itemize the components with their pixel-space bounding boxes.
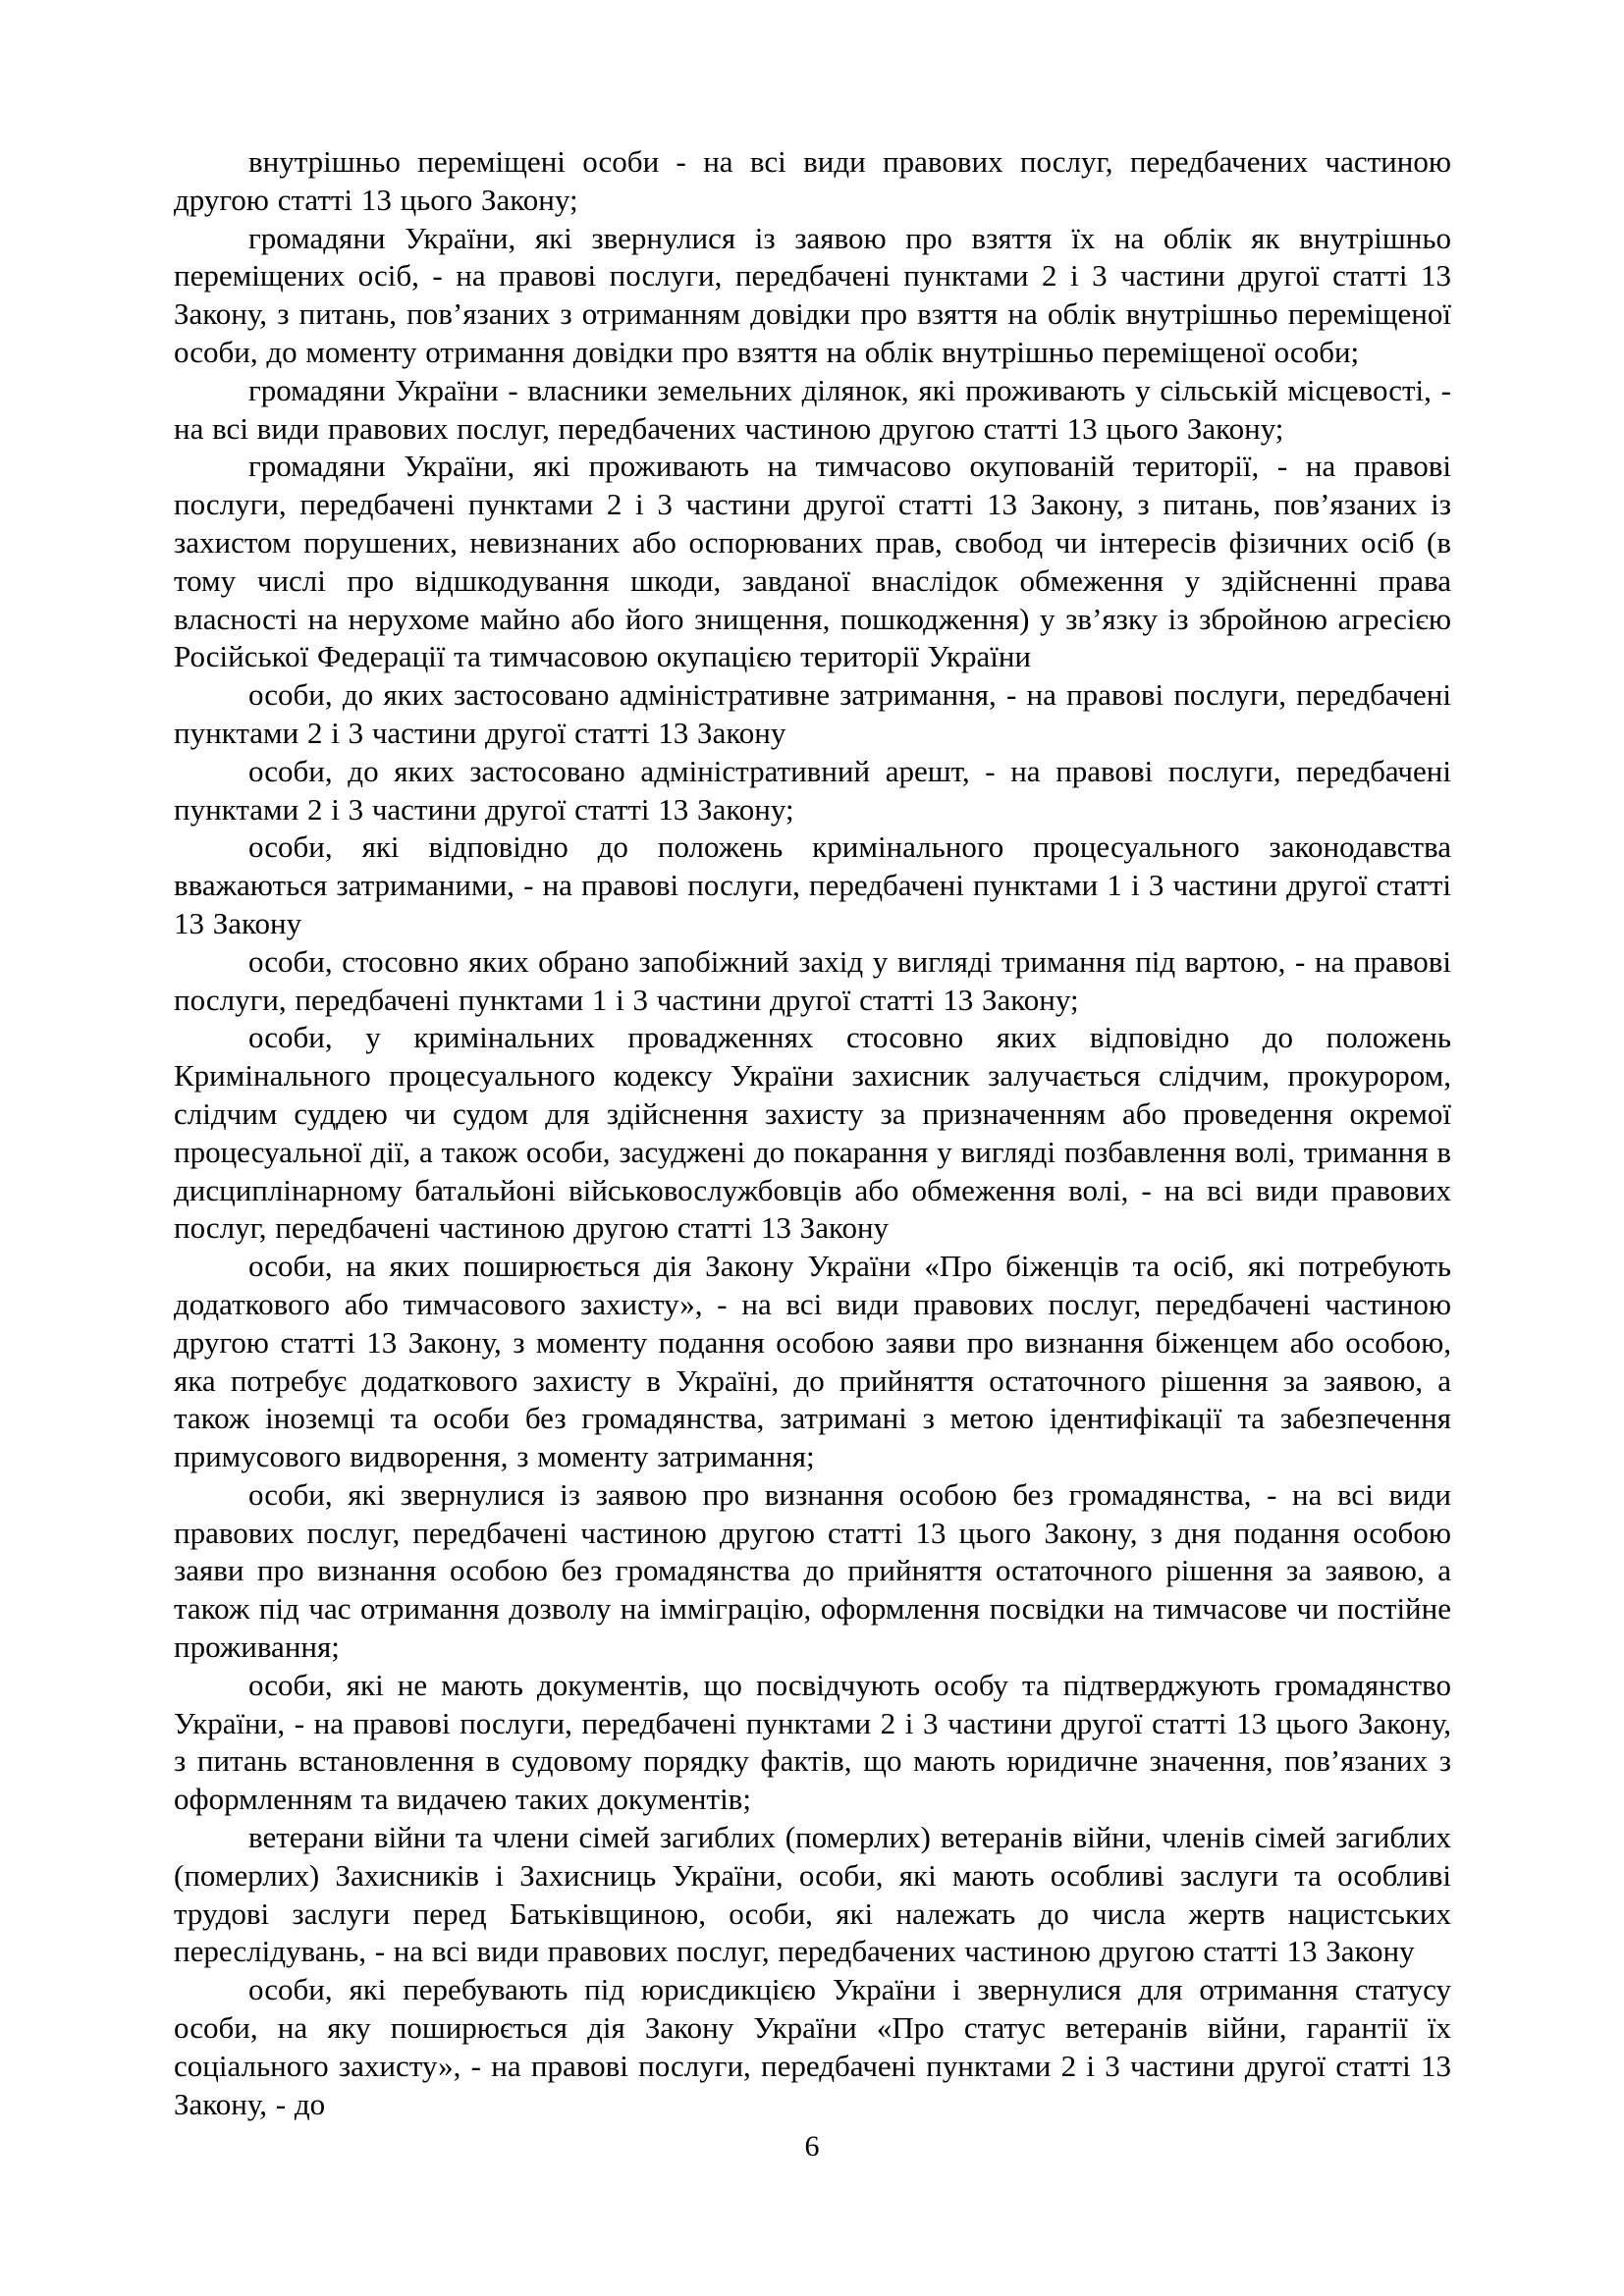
paragraph: особи, у кримінальних провадженнях стосовно яких відповідно до положень Кримінального процесуального кодексу України захисник залучається слідчим, прокурором, слідчим суддею чи судом для здійснення захисту за призначенням або проведення окремої процесуальної дії, а також особи, засуджені до покарання у вигляді позбавлення волі, тримання в дисциплінарному батальйоні військовослужбовців або обмеження волі, - на всі види правових послуг, передбачені частиною другою статті 13 Закону — [174, 1020, 1451, 1246]
paragraph: особи, які звернулися із заявою про визнання особою без громадянства, - на всі види правових послуг, передбачені частиною другою статті 13 цього Закону, з дня подання особою заяви про визнання особою без громадянства до прийняття остаточного рішення за заявою, а також під час отримання дозволу на імміграцію, оформлення посвідки на тимчасове чи постійне проживання; — [174, 1476, 1451, 1665]
paragraph: громадяни України, які проживають на тимчасово окупованій території, - на правові послуги, передбачені пунктами 2 і 3 частини другої статті 13 Закону, з питань, пов’язаних із захистом порушених, невизнаних або оспорюваних прав, свобод чи інтересів фізичних осіб (в тому числі про відшкодування шкоди, завданої внаслідок обмеження у здійсненні права власності на нерухоме майно або його знищення, пошкодження) у зв’язку із збройною агресією Російської Федерації та тимчасовою окупацією території України — [174, 449, 1451, 674]
paragraph: особи, які відповідно до положень кримінального процесуального законодавства вважаються затриманими, - на правові послуги, передбачені пунктами 1 і 3 частини другої статті 13 Закону — [174, 829, 1451, 940]
paragraph: громадяни України - власники земельних ділянок, які проживають у сільській місцевості, - на всі види правових послуг, передбачених частиною другою статті 13 цього Закону; — [174, 372, 1451, 446]
paragraph: особи, які не мають документів, що посвідчують особу та підтверджують громадянство України, - на правові послуги, передбачені пунктами 2 і 3 частини другої статті 13 цього Закону, з питань встановлення в судовому порядку фактів, що мають юридичне значення, пов’язаних з оформленням та видачею таких документів; — [174, 1667, 1451, 1817]
paragraph: особи, стосовно яких обрано запобіжний захід у вигляді тримання під вартою, - на правові послуги, передбачені пунктами 1 і 3 частини другої статті 13 Закону; — [174, 943, 1451, 1017]
paragraph: внутрішньо переміщені особи - на всі види правових послуг, передбачених частиною другою статті 13 цього Закону; — [174, 144, 1451, 217]
paragraph: ветерани війни та члени сімей загиблих (померлих) ветеранів війни, членів сімей загиблих (померлих) Захисників і Захисниць України, особи, які мають особливі заслуги та особливі трудові заслуги перед Батьківщиною, особи, які належать до числа жертв нацистських переслідувань, - на всі види правових послуг, передбачених частиною другою статті 13 Закону — [174, 1820, 1451, 1969]
paragraph: особи, на яких поширюється дія Закону України «Про біженців та осіб, які потребують додаткового або тимчасового захисту», - на всі види правових послуг, передбачені частиною другою статті 13 Закону, з моменту подання особою заяви про визнання біженцем або особою, яка потребує додаткового захисту в Україні, до прийняття остаточного рішення за заявою, а також іноземці та особи без громадянства, затримані з метою ідентифікації та забезпечення примусового видворення, з моменту затримання; — [174, 1249, 1451, 1474]
paragraph: особи, які перебувають під юрисдикцією України і звернулися для отримання статусу особи, на яку поширюється дія Закону України «Про статус ветеранів війни, гарантії їх соціального захисту», - на правові послуги, передбачені пунктами 2 і 3 частини другої статті 13 Закону, - до — [174, 1972, 1451, 2121]
paragraph: особи, до яких застосовано адміністративний арешт, - на правові послуги, передбачені пунктами 2 і 3 частини другої статті 13 Закону; — [174, 753, 1451, 827]
paragraph: громадяни України, які звернулися із заявою про взяття їх на облік як внутрішньо переміщених осіб, - на правові послуги, передбачені пунктами 2 і 3 частини другої статті 13 Закону, з питань, пов’язаних з отриманням довідки про взяття на облік внутрішньо переміщеної особи, до моменту отримання довідки про взяття на облік внутрішньо переміщеної особи; — [174, 220, 1451, 369]
document-body — [174, 143, 1451, 2123]
paragraph: особи, до яких застосовано адміністративне затримання, - на правові послуги, передбачені пунктами 2 і 3 частини другої статті 13 Закону — [174, 677, 1451, 750]
page-number: 6 — [804, 2130, 820, 2163]
